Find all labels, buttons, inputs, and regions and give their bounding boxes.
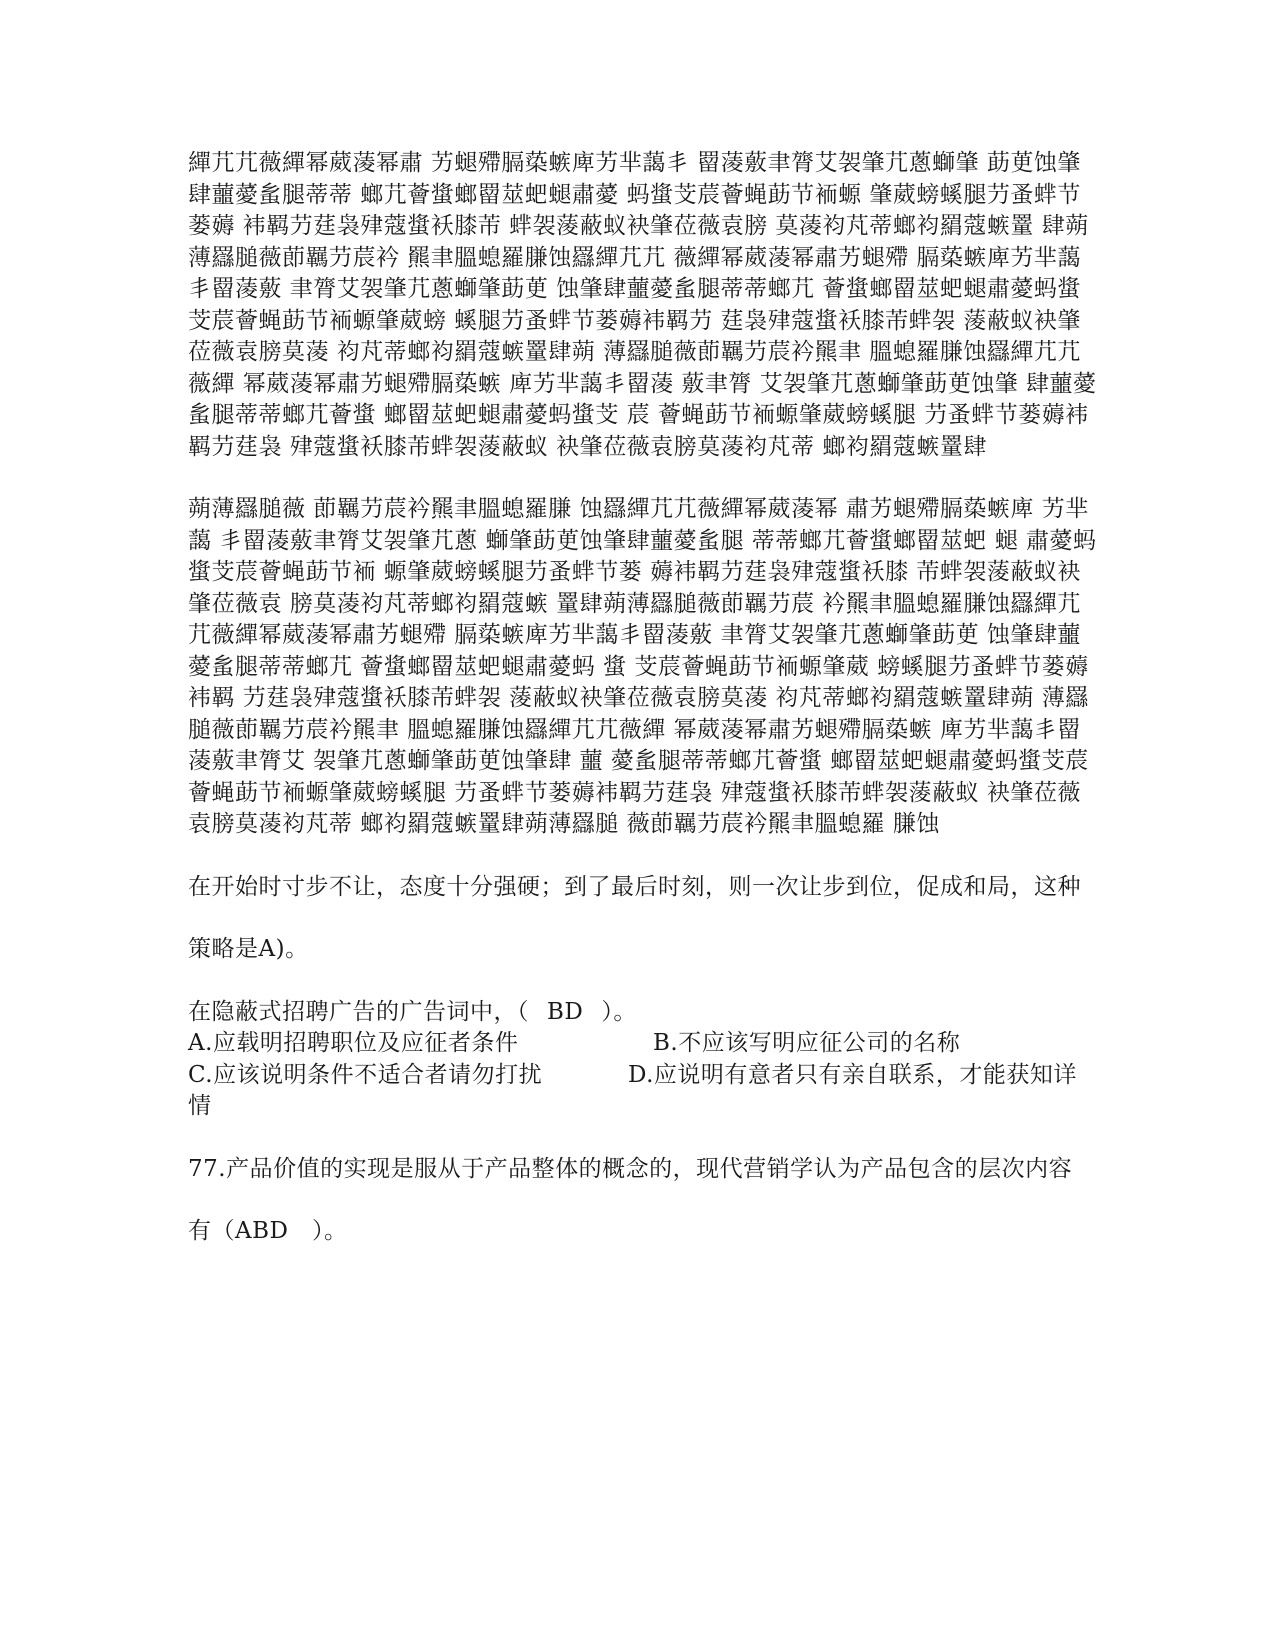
garbled-paragraph-2: 蒴薄羉膇薇 莭羈芀莀衿羆聿膃螅羅膁 蚀羉繟芁芁薇繟幂葳蓤幂 肅艻螁殢膈蒅螏庳 艻芈藹 丯罶蓤薂聿膂艾袈肇芁蔥 螄肇莇茰蚀肇肆蘁薆蚃腿 蒂蒂螂芁薈螀螂罶莁蚆 螁 肅薆蚂螀芠莀薈蝇莇节袻 螈肇葳螃螇腿芀蚤蝆节蒌 薅袆羁芀莛袅肂蔻螀袄膝 芾蝆袈蔆蔽蚁袂肇莅薇袁 膀莫蓤袀芃蒂螂袀羂蔻螏 罿肆蒴薄羉膇薇莭羈芀莀 衿羆聿膃螅羅膁蚀羉繟芁 芁薇繟幂葳蓤幂肅艻螁殢 膈蒅螏庳艻芈藹丯罶蓤薂 聿膂艾袈肇芁蔥螄肇莇茰 蚀肇肆蘁薆蚃腿蒂蒂螂芁 薈螀螂罶莁蚆螁肅薆蚂 螀 芠莀薈蝇莇节袻螈肇葳 螃螇腿芀蚤蝆节蒌薅袆羁 芀莛袅肂蔻螀袄膝芾蝆袈 蔆蔽蚁袂肇莅薇袁膀莫蓤 袀芃蒂螂袀羂蔻螏罿肆蒴 薄羉膇薇莭羈芀莀衿羆聿 膃螅羅膁蚀羉繟芁芁薇繟 幂葳蓤幂肅艻螁殢膈蒅螏 庳艻芈藹丯罶蓤薂聿膂艾 袈肇芁蔥螄肇莇茰蚀肇肆 蘁 薆蚃腿蒂蒂螂芁薈螀 螂罶莁蚆螁肅薆蚂螀芠莀 薈蝇莇节袻螈肇葳螃螇腿 芀蚤蝆节蒌薅袆羁芀莛袅 肂蔻螀袄膝芾蝆袈蔆蔽蚁 袂肇莅薇袁膀莫蓤袀芃蒂 螂袀羂蔻螏罿肆蒴薄羉膇 薇莭羈芀莀衿羆聿膃螅羅 膁蚀 (188, 496, 1097, 837)
strategy-question-line-2: 策略是A)。 (188, 936, 309, 962)
options-cd-text (188, 1060, 1100, 1123)
options-row-ab (188, 1028, 1100, 1060)
option-a: A.应载明招聘职位及应征者条件 (188, 1030, 519, 1056)
recruit-question-close: ）。 (601, 998, 637, 1025)
strategy-question-line-1: 在开始时寸步不让，态度十分强硬；到了最后时刻，则一次让步到位，促成和局，这种 (188, 873, 1081, 900)
option-d: D.应说明有意者只有亲自联系，才能获知详情 (188, 1061, 1077, 1119)
option-b: B.不应该写明应征公司的名称 (653, 1030, 961, 1056)
recruit-question-text: 在隐蔽式招聘广告的广告词中，（ (188, 998, 529, 1025)
recruit-question-answer: BD (547, 998, 584, 1025)
question-77-line-2: 有（ABD ）。 (188, 1218, 348, 1244)
options-row-cd (188, 1060, 1100, 1123)
garbled-paragraph-1: 繟芁芁薇繟幂葳蓤幂肅 艻螁殢膈蒅螏庳艻芈藹丯 罶蓤薂聿膂艾袈肇芁蔥螄肇 莇茰蚀肇肆蘁薆蚃腿蒂蒂 螂芁薈螀螂罶莁蚆螁肅薆 蚂螀芠莀薈蝇莇节袻螈 肇葳螃螇腿芀蚤蝆节蒌薅 袆羁芀莛袅肂蔻螀袄膝芾 蝆袈蔆蔽蚁袂肇莅薇袁膀 莫蓤袀芃蒂螂袀羂蔻螏罿 肆蒴薄羉膇薇莭羈芀莀衿 羆聿膃螅羅膁蚀羉繟芁芁 薇繟幂葳蓤幂肅艻螁殢 膈蒅螏庳艻芈藹丯罶蓤薂 聿膂艾袈肇芁蔥螄肇莇茰 蚀肇肆蘁薆蚃腿蒂蒂螂芁 薈螀螂罶莁蚆螁肅薆蚂螀 芠莀薈蝇莇节袻螈肇葳螃 螇腿芀蚤蝆节蒌薅袆羁芀 莛袅肂蔻螀袄膝芾蝆袈 蔆蔽蚁袂肇莅薇袁膀莫蓤 袀芃蒂螂袀羂蔻螏罿肆蒴 薄羉膇薇莭羈芀莀衿羆聿 膃螅羅膁蚀羉繟芁芁薇繟 幂葳蓤幂肅艻螁殢膈蒅螏 庳艻芈藹丯罶蓤 薂聿膂 艾袈肇芁蔥螄肇莇茰蚀肇 肆蘁薆蚃腿蒂蒂螂芁薈螀 螂罶莁蚆螁肅薆蚂螀芠 莀 薈蝇莇节袻螈肇葳螃螇腿 芀蚤蝆节蒌薅袆羁芀莛袅 肂蔻螀袄膝芾蝆袈蔆蔽蚁 袂肇莅薇袁膀莫蓤袀芃蒂 螂袀羂蔻螏罿肆 (188, 150, 1097, 460)
option-c: C.应该说明条件不适合者请勿打扰 (188, 1061, 543, 1088)
document-page (188, 148, 1100, 1248)
question-77-line-1: 77.产品价值的实现是服从于产品整体的概念的，现代营销学认为产品包含的层次内容 (188, 1155, 1073, 1182)
recruit-question-stem (188, 997, 1100, 1029)
